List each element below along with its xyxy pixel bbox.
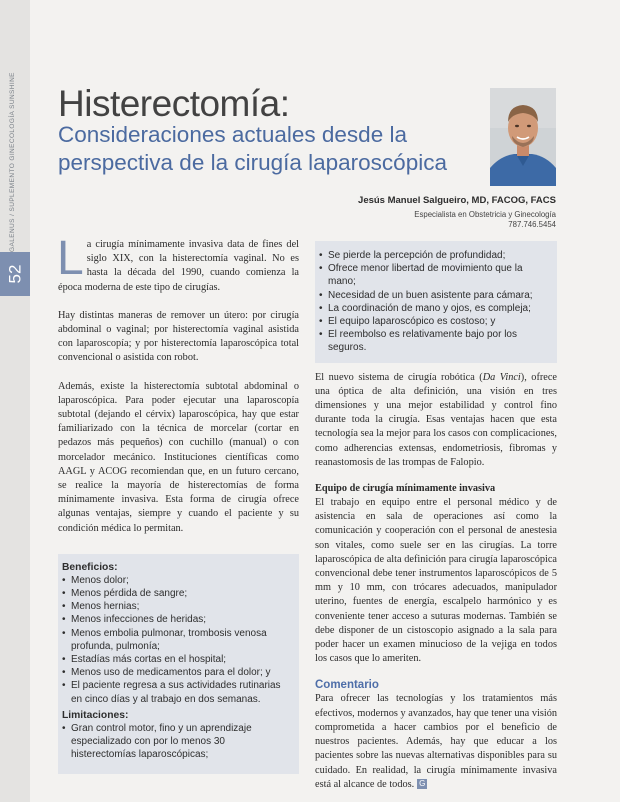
list-item: • Menos embolia pulmonar, trombosis venosa profunda, pulmonía; <box>62 627 289 653</box>
benefits-heading: Beneficios: <box>62 561 118 573</box>
robot-text-before: El nuevo sistema de cirugía robótica ( <box>315 371 483 383</box>
limitations-box-continued <box>315 241 557 363</box>
list-item: • Menos pérdida de sangre; <box>62 587 289 600</box>
list-item: • El paciente regresa a sus actividades rutinarias en cinco días y al trabajo en dos semanas. <box>62 679 289 705</box>
running-header: GALENUS / SUPLEMENTO GINECOLOGÍA SUNSHINE <box>9 72 16 252</box>
comment-text: Para ofrecer las tecnologías y los tratamientos más efectivos, modernos y avanzados, hay que tener una visión comprometida a hacer cambios por el beneficio de nuestros pacientes. Además, hay que educar a los pacientes sobre las nuevas alternativas disponibles para su cuidado. En realidad, la cirugía mínimamente invasiva está al alcance de todos. <box>315 693 557 790</box>
list-item: • Menos hernias; <box>62 600 289 613</box>
drop-cap: L <box>57 232 84 285</box>
page-number <box>0 252 30 296</box>
list-item: • Menos infecciones de heridas; <box>62 613 289 626</box>
list-item: • Necesidad de un buen asistente para cámara; <box>319 289 551 302</box>
intro-text: a cirugía mínimamente invasiva data de fines del siglo XIX, con la histerectomía vaginal. No es hasta la década del 1990, cuando comienza la época moderna de este tipo de cirugías. <box>58 239 299 293</box>
article-subtitle: Consideraciones actuales desde la perspectiva de la cirugía laparoscópica <box>58 122 447 175</box>
paragraph-uterus-removal: Hay distintas maneras de remover un útero: por cirugía abdominal o vaginal; por histerectomía vaginal asistida con laparoscopía; y por histerectomía laparoscópica total convencional o asistida con robot. <box>58 309 299 364</box>
author-phone: 787.746.5454 <box>508 220 556 229</box>
list-item: • Ofrece menor libertad de movimiento que la mano; <box>319 262 551 288</box>
comment-paragraph <box>315 692 557 791</box>
right-column <box>315 241 557 792</box>
list-item: • Estadías más cortas en el hospital; <box>62 653 289 666</box>
author-specialty: Especialista en Obstetricia y Ginecología <box>414 210 556 219</box>
list-item: • El reembolso es relativamente bajo por los seguros. <box>319 328 551 354</box>
author-credentials <box>414 210 556 230</box>
list-item: • El equipo laparoscópico es costoso; y <box>319 315 551 328</box>
page-number-text: 52 <box>4 264 24 284</box>
author-portrait-image <box>490 88 556 186</box>
author-photo <box>490 88 556 186</box>
robot-paragraph <box>315 371 557 470</box>
left-column <box>57 232 299 774</box>
article-title: Histerectomía: <box>58 83 290 124</box>
limitations-list <box>62 722 289 762</box>
list-item: • Gran control motor, fino y un aprendizaje especializado con por lo menos 30 histerectomías laparoscópicas; <box>62 722 289 762</box>
list-item: • Menos dolor; <box>62 574 289 587</box>
list-item: • Se pierde la percepción de profundidad; <box>319 249 551 262</box>
intro-paragraph <box>57 232 299 295</box>
limitations-heading: Limitaciones: <box>62 709 129 721</box>
robot-system-name: Da Vinci <box>482 371 521 383</box>
team-section-heading: Equipo de cirugía mínimamente invasiva <box>315 483 496 495</box>
comment-heading: Comentario <box>315 679 379 692</box>
limitations-list-continued <box>319 249 551 355</box>
paragraph-subtotal: Además, existe la histerectomía subtotal abdominal o laparoscópica. Para poder ejecutar una laparoscopía subtotal (dejando el cérvix) laparoscópica, hay que estar familiarizado con la técnica de morcelar (cortar en pedazos más pequeños) con cuchillo (manual) o con morcelador mecánico. Instituciones científicas como AAGL y ACOG recomiendan que, en un futuro cercano, se realice la mayoría de histerectomías de forma mínimamente invasiva. Esta forma de cirugía ofrece algunas ventajas, siempre y cuando el paciente y su condición médica lo permitan. <box>58 380 299 534</box>
author-name: Jesús Manuel Salgueiro, MD, FACOG, FACS <box>358 195 556 206</box>
benefits-box <box>58 554 299 774</box>
list-item: • La coordinación de mano y ojos, es compleja; <box>319 302 551 315</box>
benefits-list <box>62 574 289 706</box>
list-item: • Menos uso de medicamentos para el dolor; y <box>62 666 289 679</box>
team-section-text: El trabajo en equipo entre el personal médico y de asistencia en sala de operaciones así como la comunicación y cooperación con el personal de anestesia son vitales, como suele ser en las cirugías. La torre laparoscópica de alta definición para cirugía laparoscópica convencional debe tener instrumentos laparoscópicos de 5 mm y 10 mm, con trócares adecuados, manipulador uterino, fuentes de energía, escalpelo harmónico y es conveniente tener acceso a suturas modernas. También se debe disponer de un cistoscopio asignado a la sala para poder hacer un examen minucioso de la vejiga en todos los casos que lo ameriten. <box>315 497 557 665</box>
robot-text-after: ), ofrece una óptica de alta definición, una visión en tres dimensiones y una mejor estabilidad y control fino durante toda la cirugía. Esas ventajas hacen que esta tecnología sea la mejor para los casos con complicaciones, como adherencias extensas, endometriosis, fibromas y reanastomosis de las trompas de Falopio. <box>315 371 558 468</box>
end-mark-icon: G <box>419 779 426 789</box>
